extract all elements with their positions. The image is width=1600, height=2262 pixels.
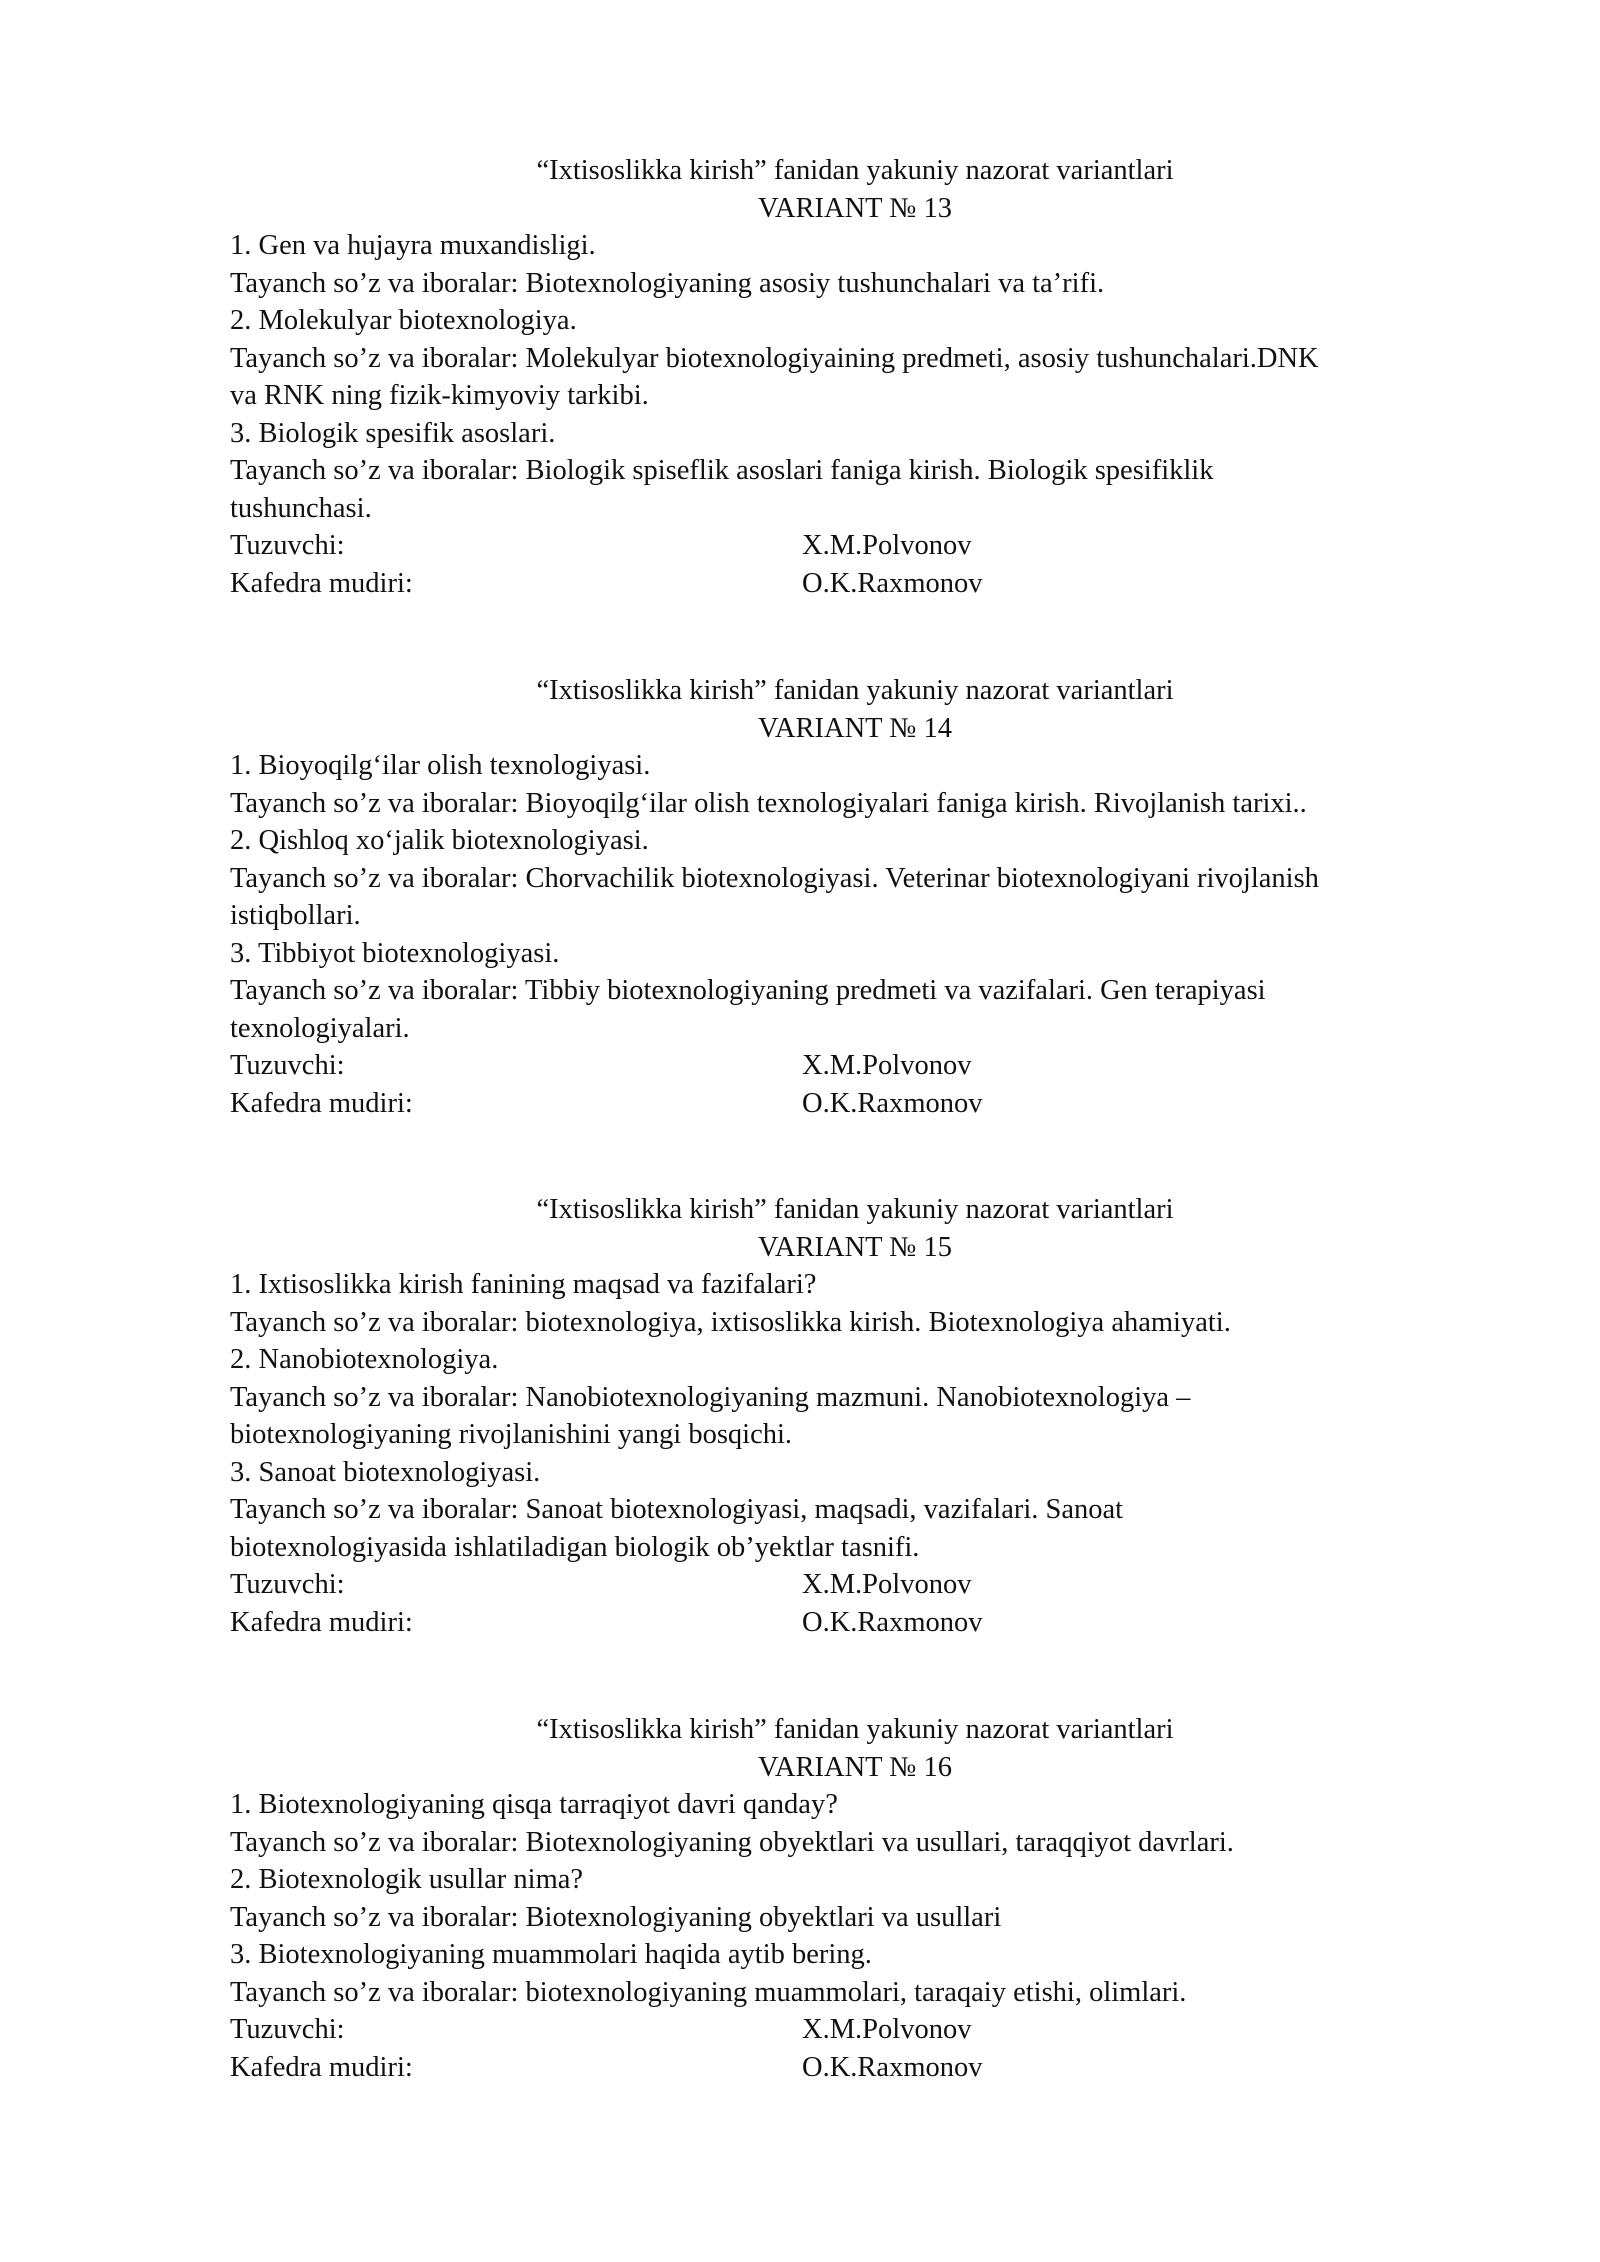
variant-number: VARIANT № 15 — [758, 1231, 952, 1263]
keywords-2: Tayanch so’z va iboralar: Biotexnologiyaning obyektlari va usullari — [230, 1901, 1002, 1933]
variant-block-13 — [230, 152, 1480, 602]
question-2: 2. Nanobiotexnologiya. — [230, 1344, 499, 1375]
head-signature-line — [230, 1604, 1480, 1642]
author-signature-line — [230, 527, 1480, 565]
keywords-3: Tayanch so’z va iboralar: Tibbiy biotexnologiyaning predmeti va vazifalari. Gen terapiyasi — [230, 975, 1266, 1006]
question-1: 1. Gen va hujayra muxandisligi. — [230, 230, 596, 261]
variant-heading: “Ixtisoslikka kirish” fanidan yakuniy nazorat variantlari — [536, 1194, 1174, 1225]
question-3: 3. Biologik spesifik asoslari. — [230, 417, 556, 449]
variant-block-14 — [230, 672, 1480, 1122]
question-1: 1. Biotexnologiyaning qisqa tarraqiyot davri qanday? — [230, 1789, 838, 1820]
question-3: 3. Biotexnologiyaning muammolari haqida aytib bering. — [230, 1939, 872, 1970]
author-role: Tuzuvchi: — [230, 2014, 345, 2045]
keywords-3-cont: tushunchasi. — [230, 492, 372, 524]
head-signature-line — [230, 565, 1480, 603]
keywords-3: Tayanch so’z va iboralar: Biologik spiseflik asoslari faniga kirish. Biologik spesifiklik — [230, 455, 1214, 486]
author-name: X.M.Polvonov — [802, 1050, 972, 1081]
head-signature-line — [230, 1085, 1480, 1123]
keywords-3: Tayanch so’z va iboralar: biotexnologiyaning muammolari, taraqaiy etishi, olimlari. — [230, 1976, 1187, 2008]
keywords-3: Tayanch so’z va iboralar: Sanoat biotexnologiyasi, maqsadi, vazifalari. Sanoat — [230, 1494, 1124, 1525]
keywords-1: Tayanch so’z va iboralar: Biotexnologiyaning obyektlari va usullari, taraqqiyot davrlari. — [230, 1826, 1234, 1858]
keywords-1: Tayanch so’z va iboralar: Biotexnologiyaning asosiy tushunchalari va ta’rifi. — [230, 267, 1105, 299]
question-2: 2. Biotexnologik usullar nima? — [230, 1864, 584, 1895]
keywords-2: Tayanch so’z va iboralar: Chorvachilik biotexnologiyasi. Veterinar biotexnologiyani rivojlanish — [230, 862, 1319, 894]
head-role: Kafedra mudiri: — [230, 567, 413, 599]
author-name: X.M.Polvonov — [802, 530, 972, 561]
variant-heading: “Ixtisoslikka kirish” fanidan yakuniy nazorat variantlari — [536, 675, 1174, 706]
author-role: Tuzuvchi: — [230, 1050, 345, 1081]
question-2: 2. Qishloq xo‘jalik biotexnologiyasi. — [230, 825, 649, 856]
author-signature-line — [230, 2011, 1480, 2049]
keywords-2: Tayanch so’z va iboralar: Nanobiotexnologiyaning mazmuni. Nanobiotexnologiya – — [230, 1381, 1191, 1413]
keywords-2-cont: istiqbollari. — [230, 900, 361, 931]
author-role: Tuzuvchi: — [230, 1569, 345, 1600]
keywords-1: Tayanch so’z va iboralar: biotexnologiya, ixtisoslikka kirish. Biotexnologiya ahamiyati. — [230, 1306, 1231, 1338]
head-name: O.K.Raxmonov — [802, 1606, 983, 1638]
head-name: O.K.Raxmonov — [802, 2051, 983, 2083]
head-name: O.K.Raxmonov — [802, 1087, 983, 1119]
author-name: X.M.Polvonov — [802, 2014, 972, 2045]
variant-block-15 — [230, 1191, 1480, 1641]
head-role: Kafedra mudiri: — [230, 2051, 413, 2083]
head-name: O.K.Raxmonov — [802, 567, 983, 599]
variant-number: VARIANT № 14 — [758, 712, 952, 744]
head-role: Kafedra mudiri: — [230, 1087, 413, 1119]
keywords-3-cont: biotexnologiyasida ishlatiladigan biologik ob’yektlar tasnifi. — [230, 1531, 920, 1563]
variant-number: VARIANT № 13 — [758, 192, 952, 224]
variant-number: VARIANT № 16 — [758, 1751, 952, 1783]
keywords-2-cont: biotexnologiyaning rivojlanishini yangi bosqichi. — [230, 1419, 793, 1450]
author-role: Tuzuvchi: — [230, 530, 345, 561]
keywords-2-cont: va RNK ning fizik-kimyoviy tarkibi. — [230, 380, 649, 411]
question-3: 3. Tibbiyot biotexnologiyasi. — [230, 937, 560, 969]
head-signature-line — [230, 2049, 1480, 2087]
author-signature-line — [230, 1566, 1480, 1604]
question-1: 1. Ixtisoslikka kirish fanining maqsad va fazifalari? — [230, 1269, 817, 1300]
variant-heading: “Ixtisoslikka kirish” fanidan yakuniy nazorat variantlari — [536, 1714, 1174, 1745]
question-3: 3. Sanoat biotexnologiyasi. — [230, 1456, 541, 1488]
variant-block-16 — [230, 1711, 1480, 2086]
keywords-1: Tayanch so’z va iboralar: Bioyoqilg‘ilar olish texnologiyalari faniga kirish. Rivojlanish tarixi.. — [230, 787, 1307, 819]
question-2: 2. Molekulyar biotexnologiya. — [230, 305, 577, 336]
variant-heading: “Ixtisoslikka kirish” fanidan yakuniy nazorat variantlari — [536, 155, 1174, 186]
head-role: Kafedra mudiri: — [230, 1606, 413, 1638]
author-name: X.M.Polvonov — [802, 1569, 972, 1600]
keywords-2: Tayanch so’z va iboralar: Molekulyar biotexnologiyaining predmeti, asosiy tushunchalari.DNK — [230, 342, 1319, 374]
author-signature-line — [230, 1047, 1480, 1085]
question-1: 1. Bioyoqilg‘ilar olish texnologiyasi. — [230, 750, 651, 781]
keywords-3-cont: texnologiyalari. — [230, 1012, 410, 1044]
